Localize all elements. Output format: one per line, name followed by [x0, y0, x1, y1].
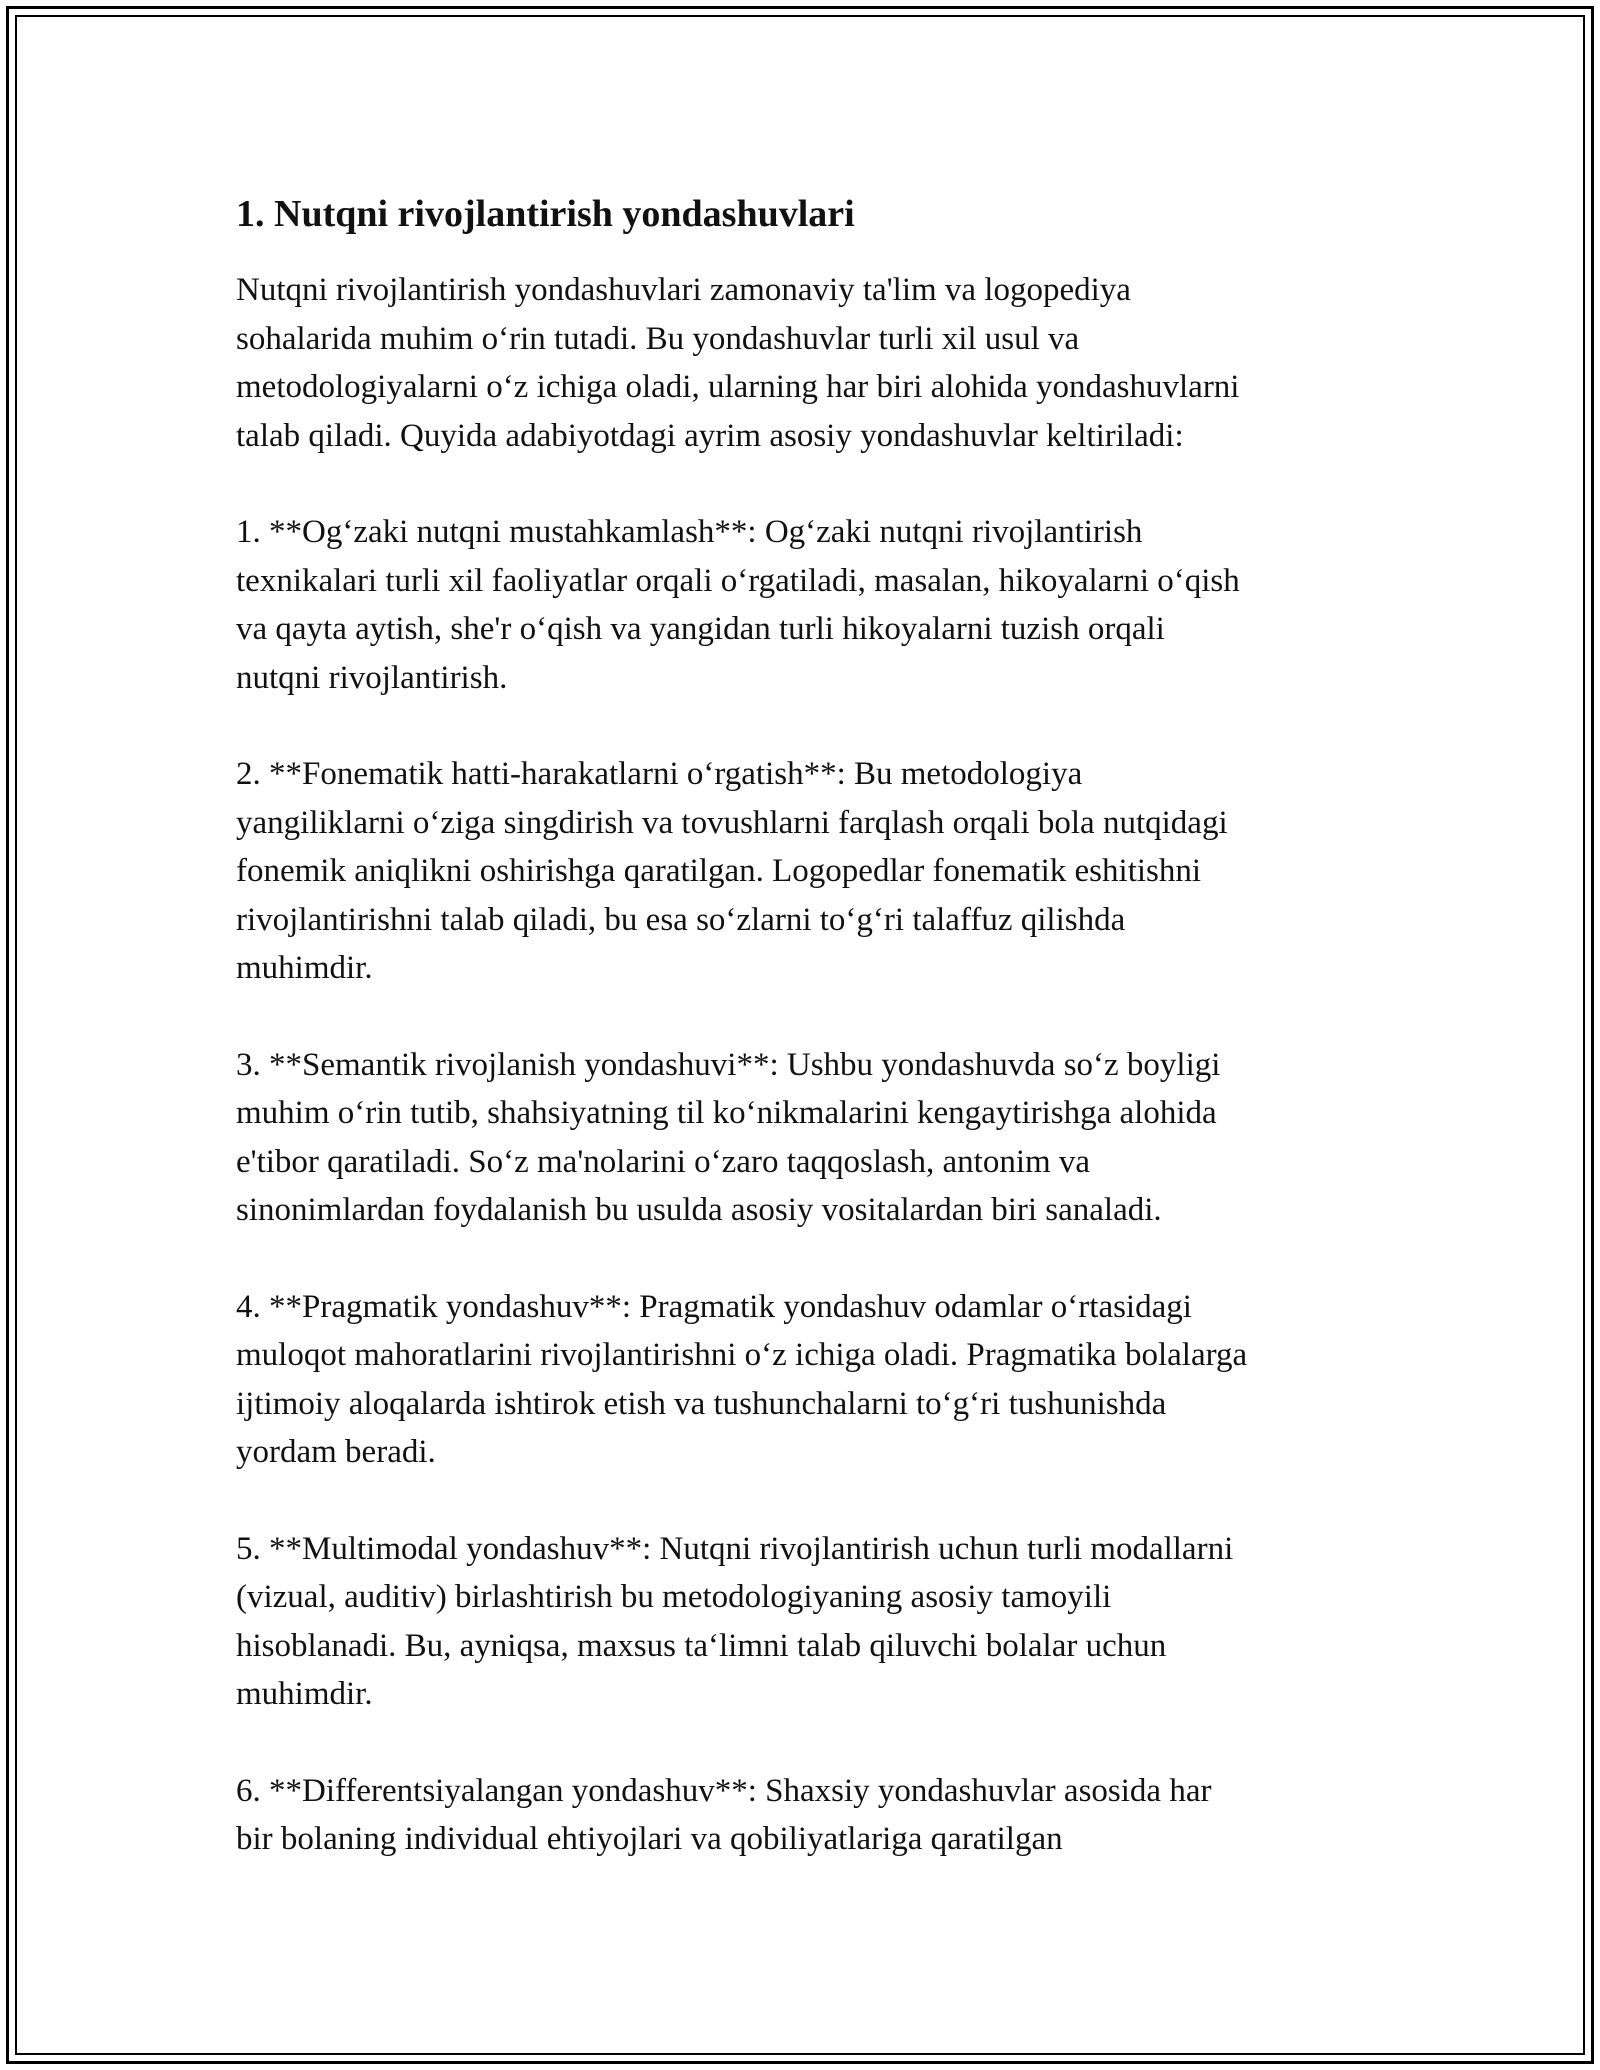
- intro-paragraph: Nutqni rivojlantirish yondashuvlari zamonaviy ta'lim va logopediya sohalarida muhim o‘rin tutadi. Bu yondashuvlar turli xil usul va metodologiyalarni o‘z ichiga oladi, ularning har biri alohida yondashuvlarni talab qiladi. Quyida adabiyotdagi ayrim asosiy yondashuvlar keltiriladi:: [236, 272, 1240, 454]
- approach-2-paragraph: 2. **Fonematik hatti-harakatlarni o‘rgatish**: Bu metodologiya yangiliklarni o‘ziga singdirish va tovushlarni farqlash orqali bola nutqidagi fonemik aniqlikni oshirishga qaratilgan. Logopedlar fonematik eshitishni rivojlantirishni talab qiladi, bu esa so‘zlarni to‘g‘ri talaffuz qilishda muhimdir.: [236, 756, 1228, 986]
- section-heading: 1. Nutqni rivojlantirish yondashuvlari: [236, 193, 855, 235]
- approach-3-paragraph: 3. **Semantik rivojlanish yondashuvi**: Ushbu yondashuvda so‘z boyligi muhim o‘rin tutib, shahsiyatning til ko‘nikmalarini kengaytirishga alohida e'tibor qaratiladi. So‘z ma'nolarini o‘zaro taqqoslash, antonim va sinonimlardan foydalanish bu usulda asosiy vositalardan biri sanaladi.: [236, 1046, 1221, 1228]
- document-body: [236, 188, 1366, 1912]
- approach-5-paragraph: 5. **Multimodal yondashuv**: Nutqni rivojlantirish uchun turli modallarni (vizual, auditiv) birlashtirish bu metodologiyaning asosiy tamoyili hisoblanadi. Bu, ayniqsa, maxsus ta‘limni talab qiluvchi bolalar uchun muhimdir.: [236, 1530, 1234, 1712]
- approach-4-paragraph: 4. **Pragmatik yondashuv**: Pragmatik yondashuv odamlar o‘rtasidagi muloqot mahoratlarini rivojlantirishni o‘z ichiga oladi. Pragmatika bolalarga ijtimoiy aloqalarda ishtirok etish va tushunchalarni to‘g‘ri tushunishda yordam beradi.: [236, 1288, 1248, 1470]
- approach-6-paragraph: 6. **Differentsiyalangan yondashuv**: Shaxsiy yondashuvlar asosida har bir bolaning individual ehtiyojlari va qobiliyatlariga qaratilgan: [236, 1772, 1212, 1857]
- approach-1-paragraph: 1. **Og‘zaki nutqni mustahkamlash**: Og‘zaki nutqni rivojlantirish texnikalari turli xil faoliyatlar orqali o‘rgatiladi, masalan, hikoyalarni o‘qish va qayta aytish, she'r o‘qish va yangidan turli hikoyalarni tuzish orqali nutqni rivojlantirish.: [236, 514, 1240, 696]
